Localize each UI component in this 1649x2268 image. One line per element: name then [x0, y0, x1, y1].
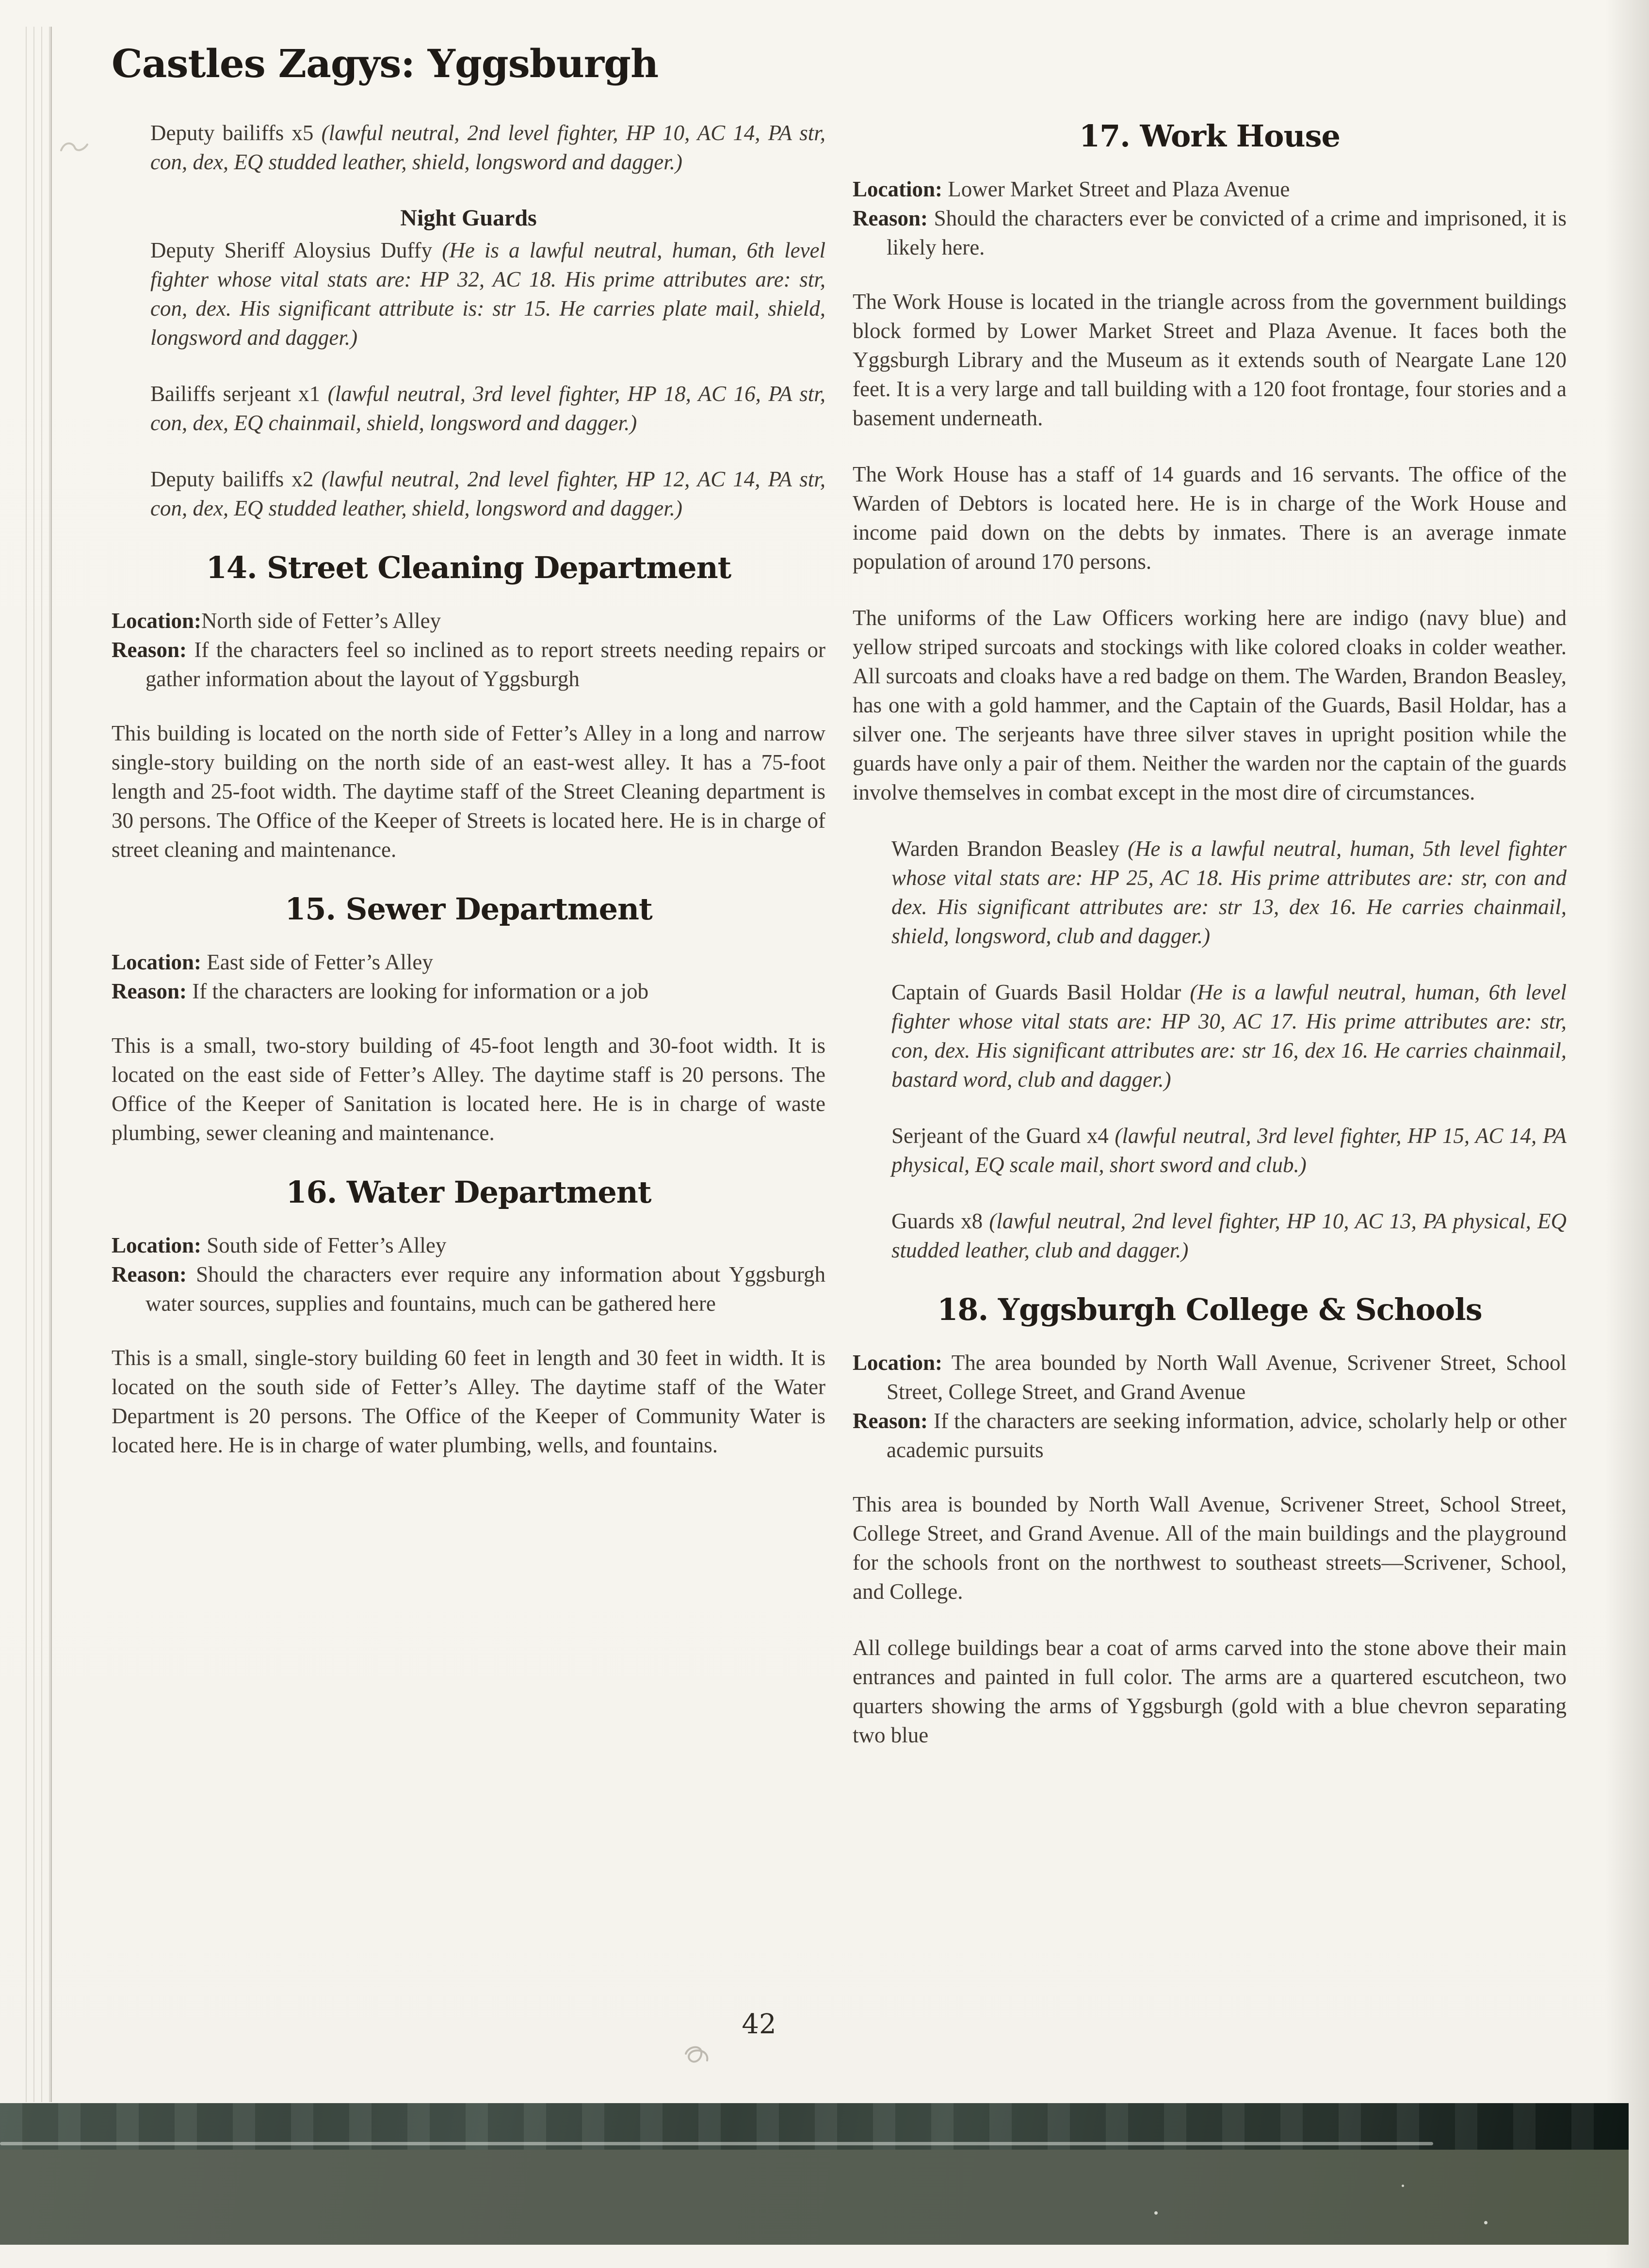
- location-field: [853, 1348, 1567, 1406]
- location-value: South side of Fetter’s Alley: [201, 1233, 447, 1257]
- npc-stats: (He is a lawful neutral, human, 5th level fighter whose vital stats are: HP 25, AC 18. His prime attributes are: str, con and dex. His significant attributes are: str 13, dex 16. He carries chainmail, shield, longsword, club and dagger.): [891, 836, 1567, 948]
- location-field: [853, 175, 1567, 204]
- section-heading-17: 17. Work House: [1079, 118, 1340, 154]
- reason-value: Should the characters ever require any information about Yggsburgh water sources, supplies and fountains, much can be gathered here: [146, 1262, 825, 1316]
- section-heading-15: 15. Sewer Department: [285, 891, 652, 927]
- pencil-mark-top-left: [58, 136, 92, 160]
- location-label: Location:: [112, 950, 201, 974]
- location-value: Lower Market Street and Plaza Avenue: [942, 177, 1290, 201]
- location-value: The area bounded by North Wall Avenue, Scrivener Street, School Street, College Street, and Grand Avenue: [887, 1351, 1567, 1404]
- reason-value: Should the characters ever be convicted of a crime and imprisoned, it is likely here.: [887, 206, 1567, 259]
- stat-paragraph: [112, 379, 825, 437]
- dust-speck: [1484, 2221, 1487, 2224]
- npc-name: Warden Brandon Beasley: [891, 836, 1120, 861]
- reason-label: Reason:: [112, 638, 187, 662]
- body-paragraph: This is a small, single-story building 60 feet in length and 30 feet in width. It is located on the south side of Fetter’s Alley. The daytime staff of the Water Department is 20 persons. The Office of the Keeper of Community Water is located here. He is in charge of water plumbing, wells, and fountains.: [112, 1346, 825, 1457]
- page-fold-line: [50, 27, 52, 2102]
- npc-name: Captain of Guards Basil Holdar: [891, 980, 1181, 1004]
- npc-stats: (lawful neutral, 2nd level fighter, HP 10, AC 14, PA str, con, dex, EQ studded leather, shield, longsword and dagger.): [150, 121, 825, 174]
- npc-stats: (lawful neutral, 2nd level fighter, HP 10, AC 13, PA physical, EQ studded leather, club and dagger.): [891, 1209, 1567, 1262]
- reason-label: Reason:: [112, 979, 187, 1003]
- stat-paragraph: [853, 1121, 1567, 1179]
- left-column: [112, 118, 825, 1487]
- location-field: [112, 948, 825, 977]
- location-label: Location:: [112, 609, 201, 633]
- location-label: Location:: [853, 1351, 942, 1375]
- stat-paragraph: [112, 236, 825, 352]
- section-heading-14: 14. Street Cleaning Department: [206, 550, 731, 585]
- reason-label: Reason:: [112, 1262, 187, 1287]
- reason-value: If the characters are looking for information or a job: [187, 979, 649, 1003]
- stat-paragraph: [112, 118, 825, 177]
- page-number: 42: [742, 2009, 776, 2040]
- npc-name: Guards x8: [891, 1209, 983, 1233]
- reason-value: If the characters are seeking information, advice, scholarly help or other academic pursuits: [887, 1409, 1567, 1462]
- book-running-title: Castles Zagys: Yggsburgh: [112, 41, 659, 86]
- location-field: [112, 1231, 825, 1260]
- location-label: Location:: [853, 177, 942, 201]
- right-column: [853, 118, 1567, 1777]
- dust-speck: [1402, 2185, 1404, 2187]
- reason-label: Reason:: [853, 1409, 928, 1433]
- dust-speck: [1154, 2211, 1158, 2215]
- npc-stats: (lawful neutral, 2nd level fighter, HP 12, AC 14, PA str, con, dex, EQ studded leather, shield, longsword and dagger.): [150, 467, 825, 520]
- location-value: East side of Fetter’s Alley: [201, 950, 433, 974]
- page-stack-edge-lines: [22, 27, 53, 2102]
- reason-field: [853, 1406, 1567, 1464]
- npc-name: Bailiffs serjeant x1: [150, 382, 321, 406]
- body-paragraph: All college buildings bear a coat of arms carved into the stone above their main entrances and painted in full color. The arms are a quartered escutcheon, two quarters showing the arms of Yggsburgh (gold with a blue chevron separating two blue: [853, 1636, 1567, 1747]
- location-field: [112, 606, 825, 635]
- reason-field: [112, 635, 825, 693]
- location-label: Location:: [112, 1233, 201, 1257]
- reason-field: [112, 1260, 825, 1318]
- npc-name: Deputy Sheriff Aloysius Duffy: [150, 238, 433, 262]
- npc-stats: (He is a lawful neutral, human, 6th level fighter whose vital stats are: HP 32, AC 18. His prime attributes are: str, con, dex. His significant attribute is: str 15. He carries plate mail, shield, longsword and dagger.): [150, 238, 825, 350]
- location-value: North side of Fetter’s Alley: [201, 609, 441, 633]
- npc-name: Deputy bailiffs x2: [150, 467, 314, 491]
- body-paragraph: This area is bounded by North Wall Avenue, Scrivener Street, School Street, College Street, and Grand Avenue. All of the main buildings and the playground for the schools front on the northwest to southeast streets—Scrivener, School, and College.: [853, 1492, 1567, 1604]
- body-paragraph: The Work House has a staff of 14 guards and 16 servants. The office of the Warden of Debtors is located here. He is in charge of the Work House and income paid down on the debts by inmates. There is an average inmate population of around 170 persons.: [853, 462, 1567, 574]
- section-heading-16: 16. Water Department: [286, 1174, 651, 1210]
- scan-bottom-dark-band: [0, 2103, 1629, 2150]
- npc-name: Deputy bailiffs x5: [150, 121, 314, 145]
- reason-field: [112, 977, 825, 1006]
- npc-stats: (He is a lawful neutral, human, 6th level fighter whose vital stats are: HP 30, AC 17. His prime attributes are: str, con, dex. His significant attributes are: str 16, dex 16. He carries chainmail, bastard word, club and dagger.): [891, 980, 1567, 1092]
- body-paragraph: The Work House is located in the triangle across from the government buildings block formed by Lower Market Street and Plaza Avenue. It faces both the Yggsburgh Library and the Museum as it extends south of Neargate Lane 120 feet. It is a very large and tall building with a 120 foot frontage, four stories and a basement underneath.: [853, 290, 1567, 430]
- section-heading-18: 18. Yggsburgh College & Schools: [937, 1292, 1482, 1327]
- body-paragraph: This is a small, two-story building of 45-foot length and 30-foot width. It is located on the east side of Fetter’s Alley. The daytime staff is 20 persons. The Office of the Keeper of Sanitation is located here. He is in charge of waste plumbing, sewer cleaning and maintenance.: [112, 1033, 825, 1145]
- npc-stats: (lawful neutral, 3rd level fighter, HP 18, AC 16, PA str, con, dex, EQ chainmail, shield, longsword and dagger.): [150, 382, 825, 435]
- pencil-mark-near-page-number: [679, 2044, 718, 2078]
- npc-name: Serjeant of the Guard x4: [891, 1124, 1109, 1148]
- body-paragraph: The uniforms of the Law Officers working here are indigo (navy blue) and yellow striped surcoats and stockings with like colored cloaks in colder weather. All surcoats and cloaks have a red badge on them. The Warden, Brandon Beasley, has one with a gold hammer, and the Captain of the Guards, Basil Holdar, has a silver one. The serjeants have three silver staves in upright position while the guards have only a pair of them. Neither the warden nor the captain of the guards involve themselves in combat except in the most dire of circumstances.: [853, 606, 1567, 804]
- night-guards-heading: Night Guards: [400, 205, 537, 231]
- stat-paragraph: [853, 834, 1567, 950]
- band-highlight-line: [0, 2142, 1433, 2145]
- scan-bottom-gray-band: [0, 2150, 1629, 2245]
- page-curvature-shading: [1605, 0, 1649, 2268]
- stat-paragraph: [853, 1206, 1567, 1265]
- reason-field: [853, 204, 1567, 262]
- reason-label: Reason:: [853, 206, 928, 230]
- reason-value: If the characters feel so inclined as to report streets needing repairs or gather information about the layout of Yggsburgh: [146, 638, 825, 691]
- stat-paragraph: [853, 978, 1567, 1094]
- body-paragraph: This building is located on the north side of Fetter’s Alley in a long and narrow single-story building on the north side of an east-west alley. It has a 75-foot length and 25-foot width. The daytime staff of the Street Cleaning department is 30 persons. The Office of the Keeper of Streets is located here. He is in charge of street cleaning and maintenance.: [112, 721, 825, 862]
- stat-paragraph: [112, 465, 825, 523]
- npc-stats: (lawful neutral, 3rd level fighter, HP 15, AC 14, PA physical, EQ scale mail, short sword and club.): [891, 1124, 1567, 1177]
